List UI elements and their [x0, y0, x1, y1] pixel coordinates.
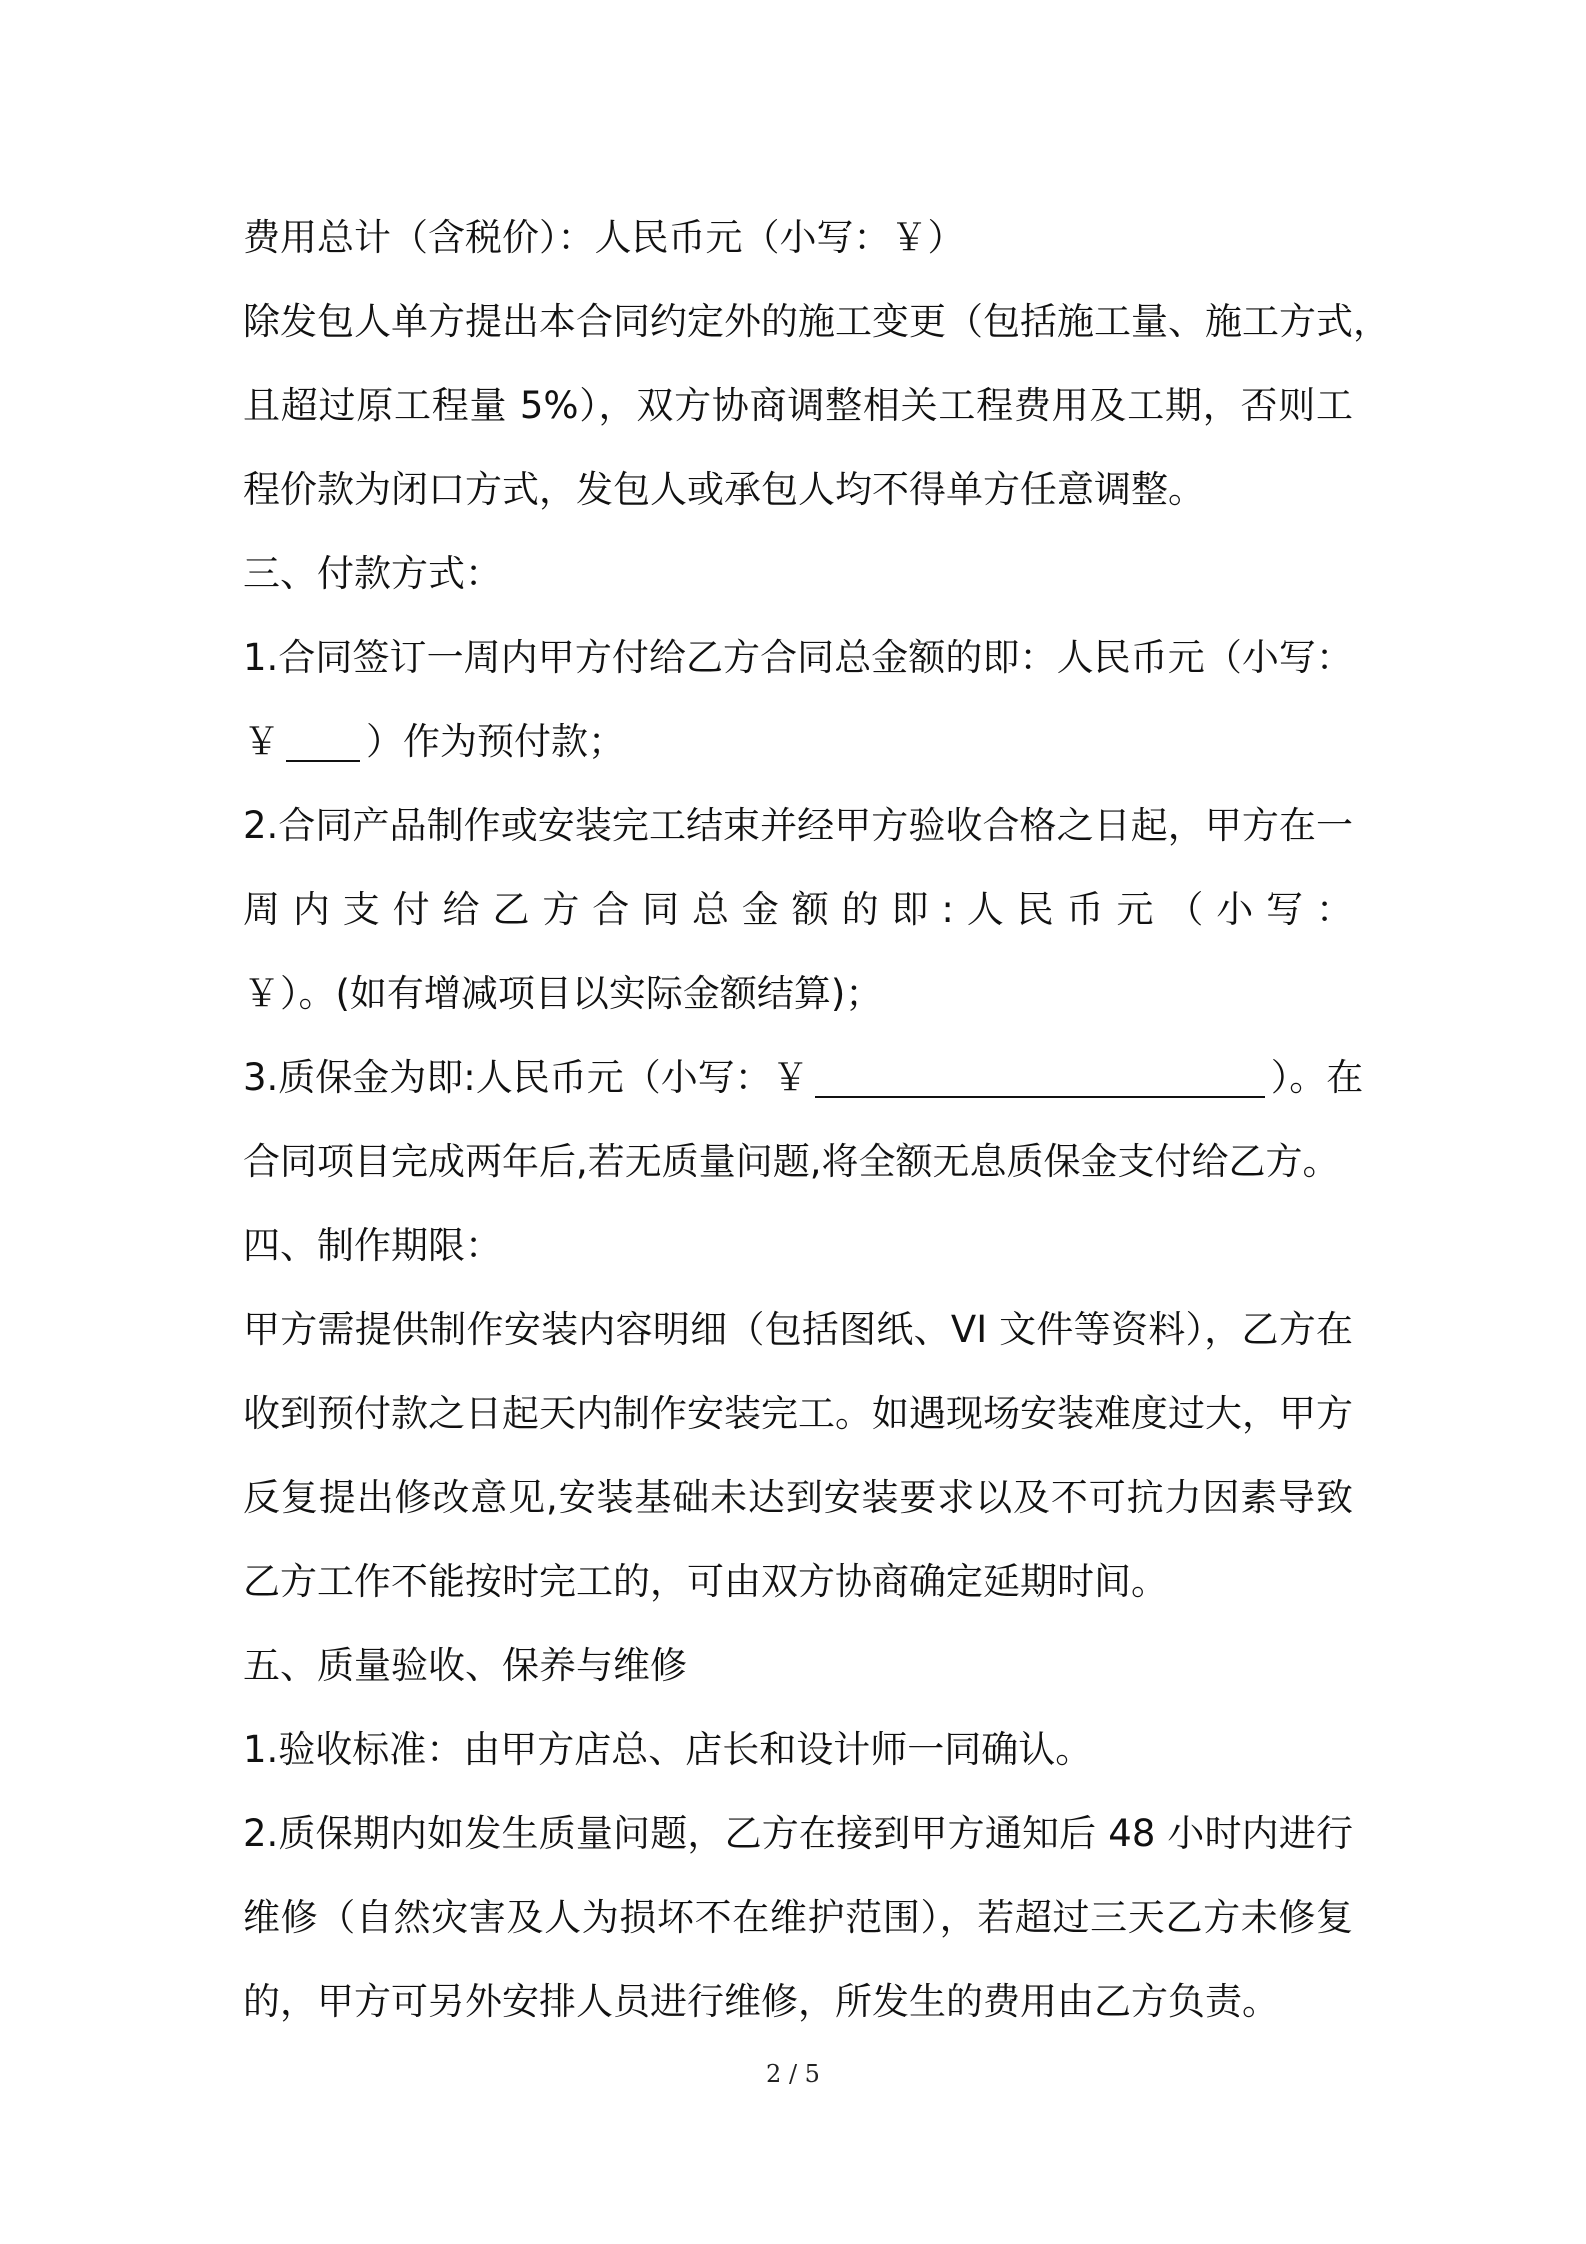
paragraph-line: 甲方需提供制作安装内容明细（包括图纸、VI 文件等资料），乙方在 — [243, 1308, 1353, 1351]
paragraph-line: 合同项目完成两年后,若无质量问题,将全额无息质保金支付给乙方。 — [243, 1140, 1340, 1183]
paragraph-text: ）作为预付款； — [366, 720, 625, 763]
paragraph-line: 反复提出修改意见,安装基础未达到安装要求以及不可抗力因素导致 — [243, 1476, 1353, 1519]
paragraph-line: 维修（自然灾害及人为损坏不在维护范围），若超过三天乙方未修复 — [243, 1896, 1353, 1939]
paragraph-line: 程价款为闭口方式，发包人或承包人均不得单方任意调整。 — [243, 468, 1205, 511]
section-heading-payment: 三、付款方式： — [243, 552, 502, 595]
amount-blank — [286, 724, 360, 762]
page-number: 2 / 5 — [766, 2060, 820, 2088]
paragraph-line: 的，甲方可另外安排人员进行维修，所发生的费用由乙方负责。 — [243, 1980, 1279, 2023]
paragraph-line: 乙方工作不能按时完工的，可由双方协商确定延期时间。 — [243, 1560, 1168, 1603]
paragraph-line-with-blank — [243, 700, 1353, 784]
paragraph-line-with-blank — [243, 1036, 1364, 1120]
paragraph-line: 2.合同产品制作或安装完工结束并经甲方验收合格之日起，甲方在一 — [243, 804, 1353, 847]
amount-blank — [815, 1060, 1265, 1098]
paragraph-line: 1.合同签订一周内甲方付给乙方合同总金额的即：人民币元（小写： — [243, 636, 1353, 679]
paragraph-line: 1.验收标准：由甲方店总、店长和设计师一同确认。 — [243, 1728, 1093, 1771]
paragraph-line: 收到预付款之日起天内制作安装完工。如遇现场安装难度过大，甲方 — [243, 1392, 1353, 1435]
paragraph-line: 2.质保期内如发生质量问题，乙方在接到甲方通知后 48 小时内进行 — [243, 1812, 1353, 1855]
paragraph-line: ￥）。(如有增减项目以实际金额结算)； — [243, 972, 883, 1015]
total-cost-line: 费用总计（含税价）：人民币元（小写：￥） — [243, 216, 965, 259]
paragraph-line: 且超过原工程量 5%），双方协商调整相关工程费用及工期，否则工 — [243, 384, 1353, 427]
paragraph-text: ）。在 — [1270, 1056, 1364, 1099]
section-heading-production-period: 四、制作期限： — [243, 1224, 502, 1267]
paragraph-text: 3.质保金为即:人民币元（小写：￥ — [243, 1056, 809, 1099]
section-heading-quality: 五、质量验收、保养与维修 — [243, 1644, 687, 1687]
document-body — [243, 196, 1390, 2044]
paragraph-line: 除发包人单方提出本合同约定外的施工变更（包括施工量、施工方式， — [243, 300, 1390, 343]
yen-sign: ￥ — [243, 720, 280, 763]
paragraph-line: 周内支付给乙方合同总金额的即:人民币元（小写： — [243, 888, 1353, 931]
